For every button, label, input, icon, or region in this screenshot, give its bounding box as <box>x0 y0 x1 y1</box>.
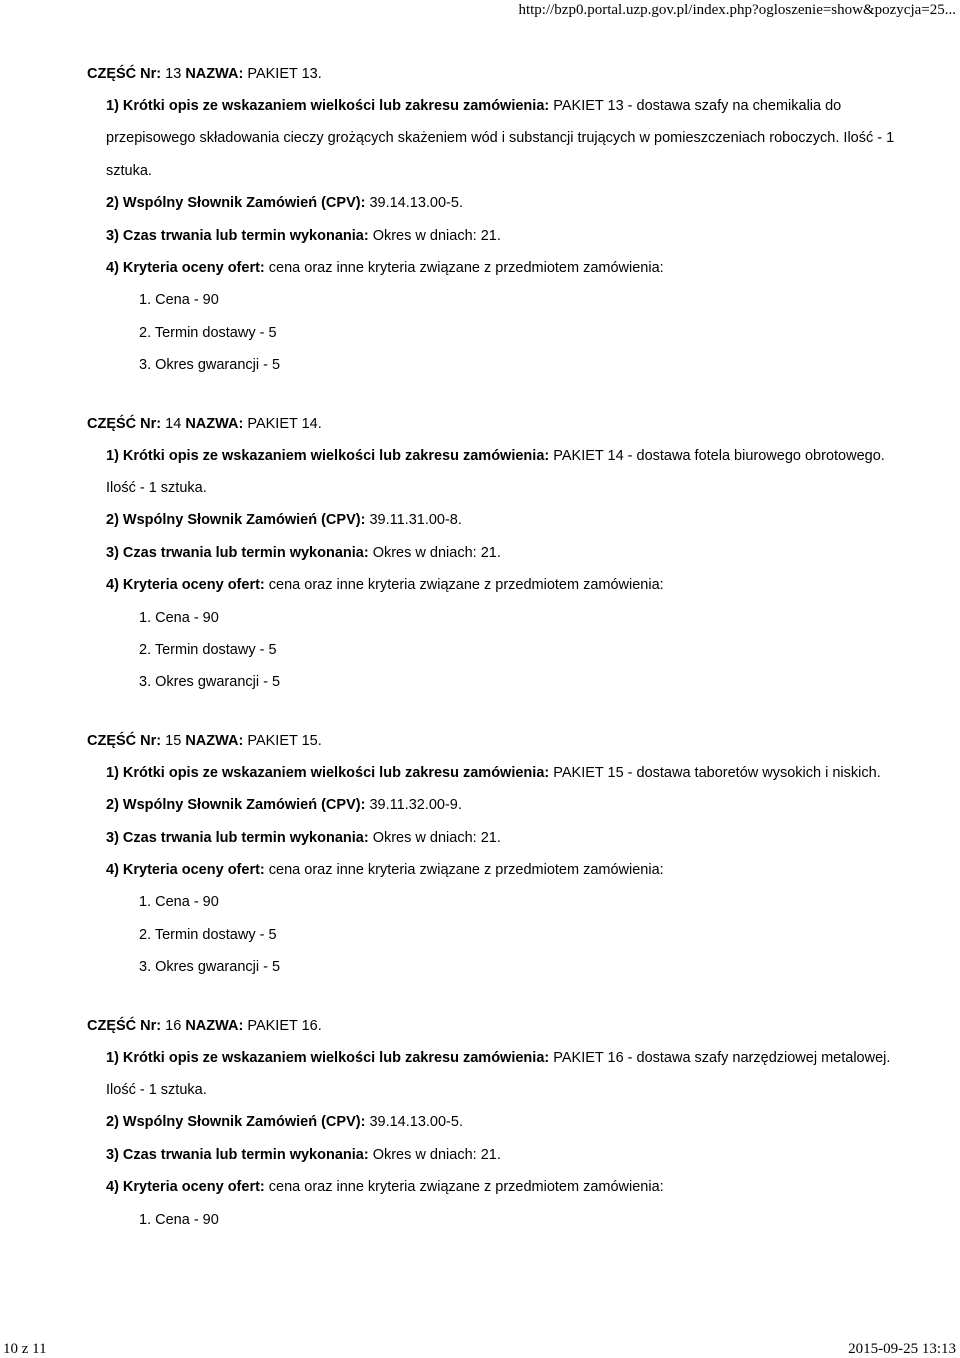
part-prefix: CZĘŚĆ Nr: <box>87 66 162 82</box>
cpv-label: 2) Wspólny Słownik Zamówień (CPV): <box>106 195 366 212</box>
criteria-item: 2. Termin dostawy - 5 <box>139 926 277 943</box>
part-name: PAKIET 16. <box>247 1017 322 1034</box>
name-prefix: NAZWA: <box>185 732 244 749</box>
criteria-row <box>106 252 907 284</box>
part-number: 15 <box>165 732 182 749</box>
cpv-row <box>106 1106 907 1138</box>
criteria-row <box>106 1171 907 1203</box>
part-prefix: CZĘŚĆ Nr: <box>87 1017 162 1034</box>
cpv-value: 39.14.13.00-5. <box>369 195 463 212</box>
term-value: Okres w dniach: 21. <box>372 544 501 561</box>
criteria-list <box>139 886 907 983</box>
term-value: Okres w dniach: 21. <box>372 829 501 846</box>
name-prefix: NAZWA: <box>185 66 244 82</box>
criteria-text: cena oraz inne kryteria związane z przedmiotem zamówienia: <box>268 260 664 277</box>
term-row <box>106 822 907 854</box>
description-label: 1) Krótki opis ze wskazaniem wielkości lub zakresu zamówienia: <box>106 764 550 781</box>
part-heading <box>87 731 907 751</box>
term-label: 3) Czas trwania lub termin wykonania: <box>106 1146 369 1163</box>
term-row <box>106 1139 907 1171</box>
part-heading <box>87 64 907 84</box>
criteria-list <box>139 1204 907 1236</box>
term-label: 3) Czas trwania lub termin wykonania: <box>106 829 369 846</box>
description-row <box>106 90 907 187</box>
part-prefix: CZĘŚĆ Nr: <box>87 415 162 432</box>
part-13 <box>87 64 907 382</box>
cpv-value: 39.11.31.00-8. <box>369 512 462 529</box>
part-number: 14 <box>165 415 182 432</box>
description-row <box>106 1042 907 1107</box>
cpv-value: 39.11.32.00-9. <box>369 797 462 814</box>
notice-content <box>87 64 907 1236</box>
term-value: Okres w dniach: 21. <box>372 227 501 244</box>
description-label: 1) Krótki opis ze wskazaniem wielkości lub zakresu zamówienia: <box>106 447 550 464</box>
cpv-label: 2) Wspólny Słownik Zamówień (CPV): <box>106 512 366 529</box>
criteria-label: 4) Kryteria oceny ofert: <box>106 862 265 879</box>
description-value: PAKIET 16 - dostawa szafy narzędziowej metalowej. Ilość - 1 sztuka. <box>106 1049 891 1099</box>
page-counter: 10 z 11 <box>3 1341 47 1357</box>
cpv-row <box>106 187 907 219</box>
term-row <box>106 220 907 252</box>
print-datetime: 2015-09-25 13:13 <box>848 1341 956 1357</box>
criteria-text: cena oraz inne kryteria związane z przedmiotem zamówienia: <box>268 862 664 879</box>
description-row <box>106 440 907 505</box>
part-details <box>106 90 907 382</box>
part-14 <box>87 414 907 699</box>
criteria-item: 1. Cena - 90 <box>139 894 219 911</box>
term-value: Okres w dniach: 21. <box>372 1146 501 1163</box>
criteria-list <box>139 284 907 381</box>
criteria-item: 3. Okres gwarancji - 5 <box>139 959 281 976</box>
term-label: 3) Czas trwania lub termin wykonania: <box>106 544 369 561</box>
part-number: 13 <box>165 66 182 82</box>
description-value: PAKIET 13 - dostawa szafy na chemikalia do przepisowego składowania cieczy grożących skażeniem wód i substancji trujących w pomieszczeniach roboczych. Ilość - 1 sztuka. <box>106 98 895 179</box>
description-row <box>106 757 907 789</box>
cpv-label: 2) Wspólny Słownik Zamówień (CPV): <box>106 797 366 814</box>
part-name: PAKIET 13. <box>247 66 322 82</box>
cpv-row <box>106 789 907 821</box>
part-heading <box>87 1016 907 1036</box>
criteria-item: 1. Cena - 90 <box>139 292 219 309</box>
name-prefix: NAZWA: <box>185 415 244 432</box>
criteria-label: 4) Kryteria oceny ofert: <box>106 260 265 277</box>
part-details <box>106 1042 907 1236</box>
part-number: 16 <box>165 1017 182 1034</box>
print-header-url: http://bzp0.portal.uzp.gov.pl/index.php?ogloszenie=show&pozycja=25... <box>518 2 956 18</box>
part-heading <box>87 414 907 434</box>
part-prefix: CZĘŚĆ Nr: <box>87 732 162 749</box>
part-details <box>106 757 907 984</box>
term-label: 3) Czas trwania lub termin wykonania: <box>106 227 369 244</box>
criteria-item: 3. Okres gwarancji - 5 <box>139 357 281 374</box>
criteria-item: 1. Cena - 90 <box>139 1211 219 1228</box>
cpv-row <box>106 504 907 536</box>
part-name: PAKIET 15. <box>247 732 322 749</box>
name-prefix: NAZWA: <box>185 1017 244 1034</box>
criteria-row <box>106 569 907 601</box>
criteria-label: 4) Kryteria oceny ofert: <box>106 577 265 594</box>
criteria-list <box>139 602 907 699</box>
cpv-label: 2) Wspólny Słownik Zamówień (CPV): <box>106 1114 366 1131</box>
description-label: 1) Krótki opis ze wskazaniem wielkości lub zakresu zamówienia: <box>106 98 550 114</box>
criteria-item: 1. Cena - 90 <box>139 609 219 626</box>
criteria-label: 4) Kryteria oceny ofert: <box>106 1179 265 1196</box>
term-row <box>106 537 907 569</box>
criteria-row <box>106 854 907 886</box>
part-name: PAKIET 14. <box>247 415 322 432</box>
criteria-item: 2. Termin dostawy - 5 <box>139 324 277 341</box>
cpv-value: 39.14.13.00-5. <box>369 1114 463 1131</box>
criteria-item: 2. Termin dostawy - 5 <box>139 642 277 659</box>
description-label: 1) Krótki opis ze wskazaniem wielkości lub zakresu zamówienia: <box>106 1049 550 1066</box>
description-value: PAKIET 15 - dostawa taboretów wysokich i niskich. <box>553 764 881 781</box>
criteria-text: cena oraz inne kryteria związane z przedmiotem zamówienia: <box>268 1179 664 1196</box>
description-value: PAKIET 14 - dostawa fotela biurowego obrotowego. Ilość - 1 sztuka. <box>106 447 885 497</box>
criteria-item: 3. Okres gwarancji - 5 <box>139 674 281 691</box>
part-details <box>106 440 907 699</box>
part-15 <box>87 731 907 984</box>
part-16 <box>87 1016 907 1236</box>
criteria-text: cena oraz inne kryteria związane z przedmiotem zamówienia: <box>268 577 664 594</box>
